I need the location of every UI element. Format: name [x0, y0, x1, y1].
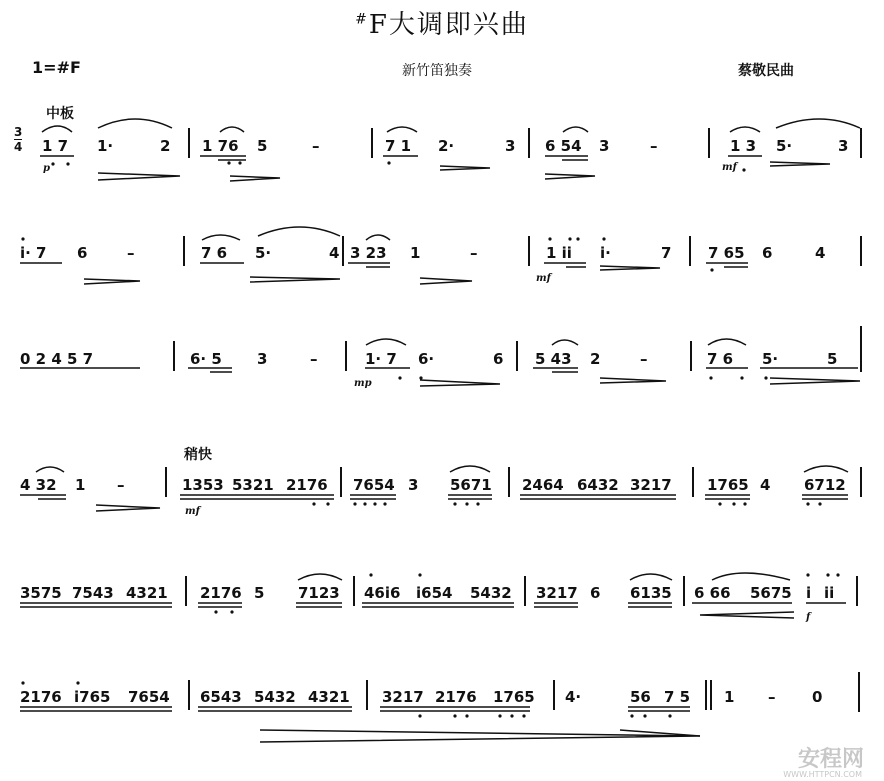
note-group: 6· 5: [190, 350, 222, 368]
note-group: 5675: [750, 584, 792, 602]
tempo-marking: 中板: [46, 106, 74, 122]
note-group: 0 2 4 5 7: [20, 350, 94, 368]
note-group: 5: [254, 584, 265, 602]
note-group: 1: [410, 244, 421, 262]
note-group: 5·: [762, 350, 779, 368]
note-group: 5: [827, 350, 838, 368]
time-signature: 3 4: [14, 125, 23, 154]
note-group: 1 7: [42, 137, 69, 155]
dynamic-marking: mf: [722, 162, 737, 173]
note-group: 3: [408, 476, 419, 494]
note-group: 2: [160, 137, 171, 155]
note-group: 1353: [182, 476, 224, 494]
note-group: 5432: [254, 688, 296, 706]
note-group: 6 54: [545, 137, 582, 155]
note-group: 1·: [97, 137, 114, 155]
note-group: 46i6: [364, 584, 401, 602]
note-group: 1: [75, 476, 86, 494]
note-group: 3: [505, 137, 516, 155]
composer: 蔡敬民曲: [738, 63, 794, 79]
note-group: 1 3: [730, 137, 757, 155]
note-group: 7 6: [201, 244, 228, 262]
note-group: 6·: [418, 350, 435, 368]
note-group: 7654: [353, 476, 395, 494]
note-group: 6 66: [694, 584, 731, 602]
note-group: 3: [838, 137, 849, 155]
note-group: 6: [590, 584, 601, 602]
note-group: 3217: [382, 688, 424, 706]
note-group: 6543: [200, 688, 242, 706]
note-group: 3 23: [350, 244, 387, 262]
note-group: 4321: [126, 584, 168, 602]
note-group: 4: [815, 244, 826, 262]
note-group: 1765: [707, 476, 749, 494]
note-group: 3217: [536, 584, 578, 602]
note-group: 4 32: [20, 476, 57, 494]
note-group: i· 7: [20, 244, 47, 262]
note-group: i: [806, 584, 812, 602]
note-group: 56: [630, 688, 651, 706]
note-group: –: [310, 350, 318, 368]
note-group: 3575: [20, 584, 62, 602]
note-group: 7 1: [385, 137, 412, 155]
note-group: i654: [416, 584, 453, 602]
note-group: 7 65: [708, 244, 745, 262]
dynamic-marking: p: [43, 163, 50, 174]
note-group: 4: [760, 476, 771, 494]
note-group: 7 6: [707, 350, 734, 368]
key-signature: 1=#F: [32, 58, 81, 77]
note-group: 2·: [438, 137, 455, 155]
note-group: 7: [661, 244, 672, 262]
note-group: 6135: [630, 584, 672, 602]
dynamic-marking: f: [806, 612, 811, 623]
note-group: –: [127, 244, 135, 262]
note-group: 2176: [286, 476, 328, 494]
score-title: #F大调即兴曲: [355, 10, 529, 40]
note-group: 5: [257, 137, 268, 155]
note-group: 3217: [630, 476, 672, 494]
note-group: 2176: [20, 688, 62, 706]
note-group: 7543: [72, 584, 114, 602]
note-group: 2176: [435, 688, 477, 706]
note-group: 5·: [776, 137, 793, 155]
note-group: 6432: [577, 476, 619, 494]
note-group: –: [768, 688, 776, 706]
note-group: 7 5: [664, 688, 691, 706]
note-group: 3: [257, 350, 268, 368]
note-group: –: [312, 137, 320, 155]
watermark-url: WWW.HTTPCN.COM: [783, 770, 862, 779]
note-group: 4321: [308, 688, 350, 706]
note-group: –: [470, 244, 478, 262]
note-group: 2464: [522, 476, 564, 494]
note-group: 2176: [200, 584, 242, 602]
note-group: 5432: [470, 584, 512, 602]
note-group: 4·: [565, 688, 582, 706]
dynamic-marking: mf: [185, 506, 200, 517]
note-group: 1 ii: [546, 244, 572, 262]
note-group: –: [640, 350, 648, 368]
tempo-marking-2: 稍快: [184, 447, 212, 463]
note-group: 7123: [298, 584, 340, 602]
note-group: 4: [329, 244, 340, 262]
note-group: 6712: [804, 476, 846, 494]
note-group: 6: [77, 244, 88, 262]
note-group: 2: [590, 350, 601, 368]
note-group: ii: [824, 584, 835, 602]
note-group: 6: [493, 350, 504, 368]
note-group: 7654: [128, 688, 170, 706]
note-group: i765: [74, 688, 111, 706]
note-group: 5·: [255, 244, 272, 262]
note-group: 3: [599, 137, 610, 155]
dynamic-marking: mp: [354, 378, 372, 389]
note-group: 5321: [232, 476, 274, 494]
note-group: 6: [762, 244, 773, 262]
note-group: 0: [812, 688, 823, 706]
note-group: i·: [600, 244, 611, 262]
subtitle: 新竹笛独奏: [402, 63, 472, 79]
note-group: –: [117, 476, 125, 494]
note-group: –: [650, 137, 658, 155]
note-group: 5 43: [535, 350, 572, 368]
note-group: 1· 7: [365, 350, 397, 368]
note-group: 1765: [493, 688, 535, 706]
dynamic-marking: mf: [536, 273, 551, 284]
watermark: 安程网: [797, 747, 864, 772]
note-group: 5671: [450, 476, 492, 494]
note-group: 1: [724, 688, 735, 706]
note-group: 1 76: [202, 137, 239, 155]
